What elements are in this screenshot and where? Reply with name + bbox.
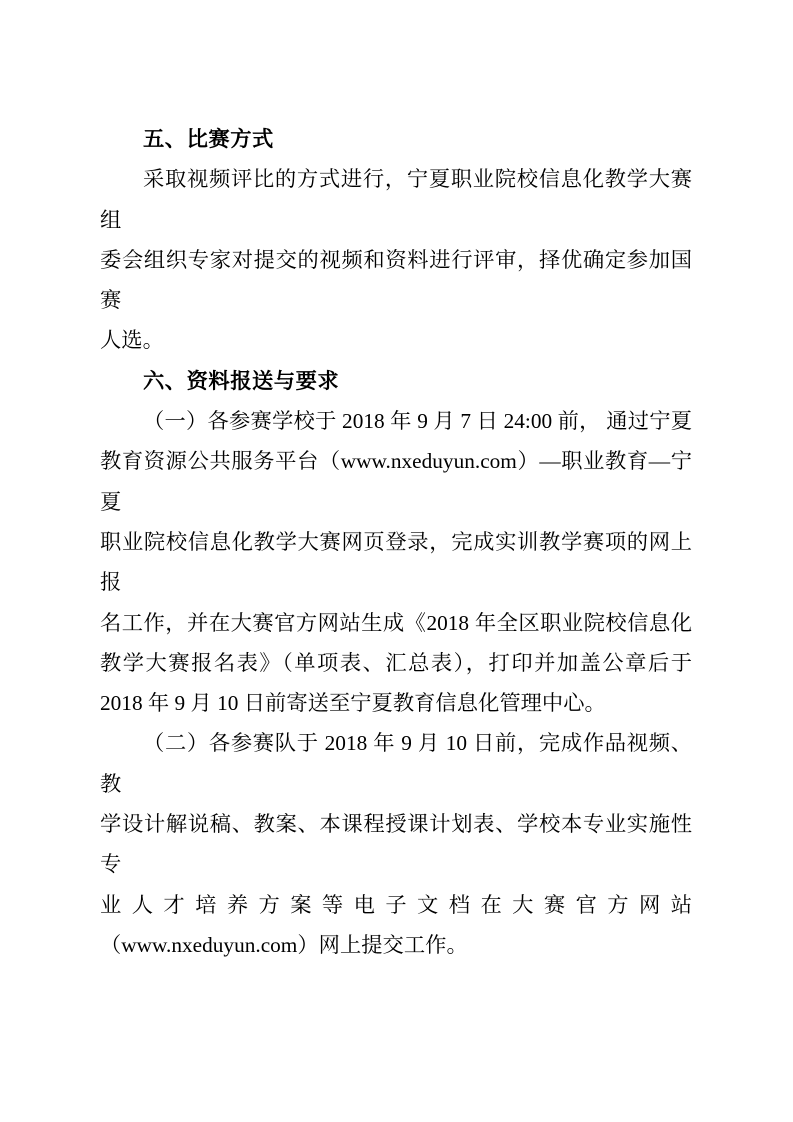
paragraph-line: 2018 年 9 月 10 日前寄送至宁夏教育信息化管理中心。 — [100, 691, 606, 716]
paragraph-line: 采取视频评比的方式进行，宁夏职业院校信息化教学大赛组 — [100, 167, 692, 232]
paragraph-line: 教育资源公共服务平台（www.nxeduyun.com）—职业教育—宁夏 — [100, 449, 692, 514]
paragraph-line: 人选。 — [100, 328, 164, 353]
paragraph-line: （一）各参赛学校于 2018 年 9 月 7 日 24:00 前， 通过宁夏 — [143, 409, 692, 434]
paragraph-line: （www.nxeduyun.com）网上提交工作。 — [100, 932, 468, 957]
document-body — [100, 119, 692, 965]
paragraph-line: 委会组织专家对提交的视频和资料进行评审，择优确定参加国赛 — [100, 247, 692, 313]
paragraph-line: 业人才培养方案等电子文档在大赛官方网站 — [100, 892, 692, 917]
section-heading: 五、比赛方式 — [143, 127, 274, 151]
paragraph-line: 职业院校信息化教学大赛网页登录，完成实训教学赛项的网上报 — [100, 529, 692, 595]
paragraph-line: （二）各参赛队于 2018 年 9 月 10 日前，完成作品视频、教 — [100, 731, 692, 796]
paragraph-line: 学设计解说稿、教案、本课程授课计划表、学校本专业实施性专 — [100, 812, 692, 877]
section-heading: 六、资料报送与要求 — [143, 368, 340, 393]
paragraph-line: 教学大赛报名表》（单项表、汇总表），打印并加盖公章后于 — [100, 650, 692, 675]
paragraph-line: 名工作，并在大赛官方网站生成《2018 年全区职业院校信息化 — [100, 610, 692, 635]
